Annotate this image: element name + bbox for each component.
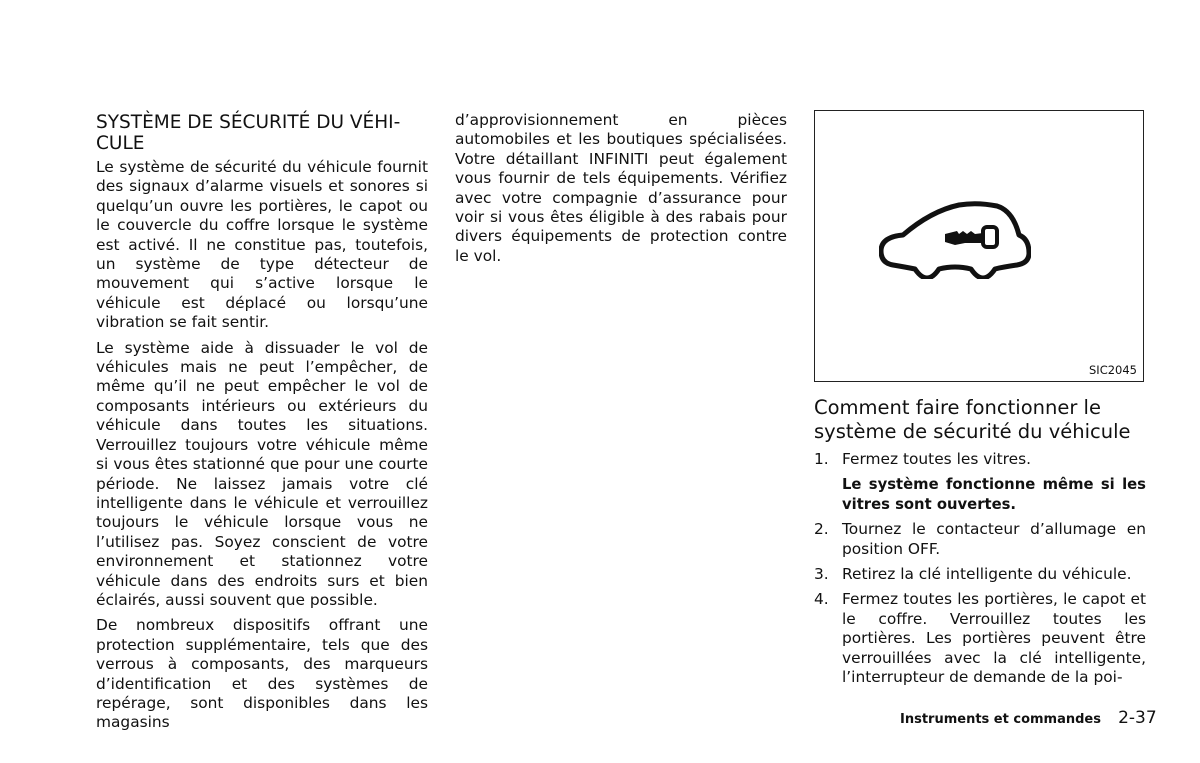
paragraph: d’approvisionnement en pièces automobiles et les boutiques spécialisées. Votre détaillant INFINITI peut également vous fournir de tels équipements. Vérifiez avec votre compagnie d’assurance pour voir si vous êtes éligible à des rabais pour divers équipements de protection contre le vol. <box>455 111 787 265</box>
paragraph: De nombreux dispositifs offrant une protection supplémentaire, tels que des verrous à composants, des marqueurs d’identification et des systèmes de repérage, sont disponibles dans les magasins <box>96 616 428 732</box>
list-item <box>814 590 1146 687</box>
subsection-title: Comment faire fonctionner le système de sécurité du véhicule <box>814 396 1131 443</box>
paragraph: Le système de sécurité du véhicule fournit des signaux d’alarme visuels et sonores si quelqu’un ouvre les portières, le capot ou le couvercle du coffre lorsque le système est activé. Il ne constitue pas, toutefois, un système de type détecteur de mouvement qui s’active lorsque le véhicule est déplacé ou lorsqu’une vibration se fait sentir. <box>96 158 428 332</box>
step-number: 3. <box>814 565 829 584</box>
step-number: 4. <box>814 590 829 609</box>
step-number: 1. <box>814 450 829 468</box>
page-number: 2-37 <box>1118 708 1157 728</box>
car-with-key-icon <box>879 197 1031 279</box>
step-note: Le système fonctionne même si les vitres sont ouvertes. <box>842 476 1146 513</box>
page-footer <box>900 708 1157 728</box>
paragraph: Le système aide à dissuader le vol de véhicules mais ne peut l’empêcher, de même qu’il ne peut empêcher le vol de composants intérieurs ou extérieurs du véhicule dans toutes les situations. Verrouillez toujours votre véhicule même si vous êtes stationné que pour une courte période. Ne laissez jamais votre clé intelligente dans le véhicule et verrouillez toujours le véhicule lorsque vous ne l’utilisez pas. Soyez conscient de votre environnement et stationnez votre véhicule dans des endroits surs et bien éclairés, aussi souvent que possible. <box>96 338 428 609</box>
left-column <box>96 112 428 739</box>
list-item <box>814 520 1146 559</box>
step-text: Fermez toutes les portières, le capot et le coffre. Verrouillez toutes les portières. Les portières peuvent être verrouillées avec la clé intelligente, l’interrupteur de demande de la poi- <box>842 590 1146 687</box>
list-item <box>814 565 1146 584</box>
step-text: Tournez le contacteur d’allumage en position OFF. <box>842 520 1146 558</box>
list-item <box>814 450 1146 469</box>
section-title: SYSTÈME DE SÉCURITÉ DU VÉHI-CULE <box>96 112 401 154</box>
right-column <box>814 110 1146 693</box>
footer-section: Instruments et commandes <box>900 712 1101 727</box>
step-text: Fermez toutes les vitres. <box>842 450 1032 468</box>
middle-column <box>455 111 787 272</box>
figure-code: SIC2045 <box>1089 363 1137 377</box>
step-text: Retirez la clé intelligente du véhicule. <box>842 565 1132 584</box>
step-number: 2. <box>814 520 829 539</box>
illustration-box <box>814 110 1144 382</box>
steps-list <box>814 450 1146 687</box>
